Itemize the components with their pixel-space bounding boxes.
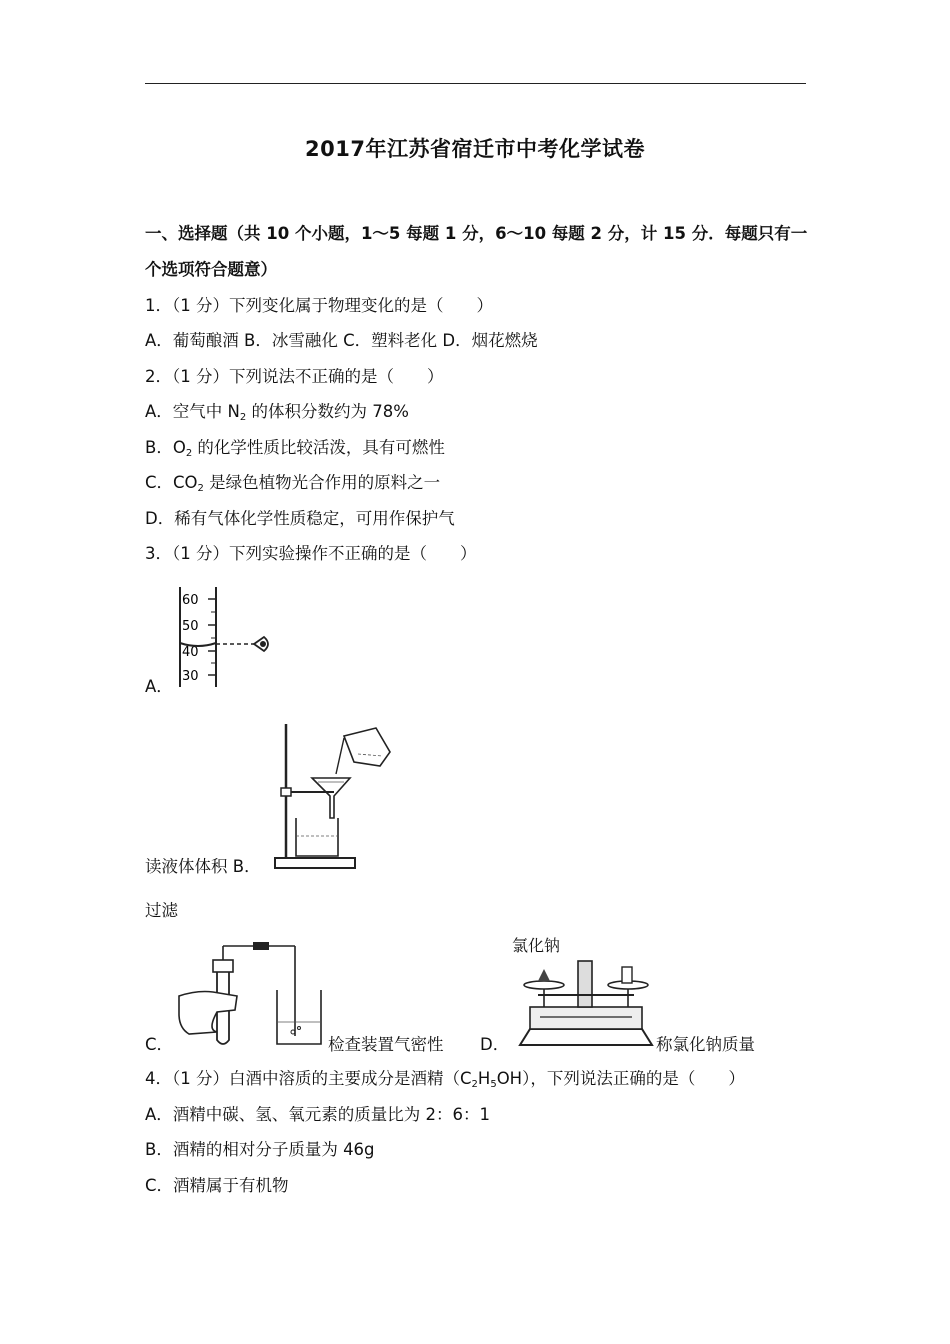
stopper: [213, 960, 233, 972]
cylinder-tick-label: 60: [182, 593, 199, 608]
page-title: 2017年江苏省宿迁市中考化学试卷: [305, 137, 645, 161]
balance-base: [520, 1029, 652, 1045]
balance-pillar: [578, 961, 592, 1007]
q4-option-a: A．酒精中碳、氢、氧元素的质量比为 2：6：1: [145, 1105, 491, 1124]
weight-icon: [622, 967, 632, 983]
stand-base: [275, 858, 355, 868]
q3-option-c-caption: 检查装置气密性: [328, 1035, 444, 1054]
header-rule: [145, 83, 806, 84]
salt-pile: [538, 969, 550, 981]
eye-icon: [254, 637, 268, 651]
cylinder-tick-label: 30: [182, 669, 199, 684]
q4-option-c: C．酒精属于有机物: [145, 1176, 289, 1195]
water-beaker: [277, 990, 321, 1044]
q1-stem: 1．（1 分）下列变化属于物理变化的是（ ）: [145, 296, 493, 315]
q3-option-c-label: C．: [145, 1035, 174, 1054]
q3-option-a-label: A．: [145, 677, 173, 696]
sodium-chloride-label: 氯化钠: [512, 936, 561, 955]
section-heading-line1: 一、选择题（共 10 个小题，1～5 每题 1 分，6～10 每题 2 分，计 15 分．每题只有一: [145, 224, 808, 243]
q2-option-c: C．$CO_2$ 是绿色植物光合作用的原料之一: [145, 473, 441, 494]
beaker: [296, 818, 338, 856]
q3-option-d-caption: 称氯化钠质量: [656, 1035, 755, 1054]
q2-stem: 2．（1 分）下列说法不正确的是（ ）: [145, 367, 444, 386]
balance-figure: [516, 955, 656, 1053]
section-heading-line2: 个选项符合题意）: [145, 260, 277, 279]
rubber-connector: [253, 942, 269, 950]
left-pan: [524, 981, 564, 989]
cylinder-tick-label: 40: [182, 645, 199, 660]
filtration-figure: [272, 722, 397, 872]
q2-option-d: D．稀有气体化学性质稳定，可用作保护气: [145, 509, 455, 528]
airtightness-figure: [177, 940, 325, 1050]
q3-stem: 3．（1 分）下列实验操作不正确的是（ ）: [145, 544, 477, 563]
cylinder-tick-label: 50: [182, 619, 199, 634]
pouring-beaker: [344, 728, 390, 766]
q2-option-a: A．空气中 $N_2$ 的体积分数约为 78%: [145, 402, 409, 423]
q4-option-b: B．酒精的相对分子质量为 46g: [145, 1140, 375, 1159]
graduated-cylinder-figure: [172, 585, 277, 690]
glass-rod: [336, 738, 344, 774]
funnel: [312, 778, 350, 818]
q4-stem: 4．（1 分）白酒中溶质的主要成分是酒精$(C_2H_5OH)$，下列说法正确的是（ ）: [145, 1069, 745, 1090]
q3-option-b-caption: 过滤: [145, 901, 178, 920]
q3-option-a-caption-b-label: 读液体体积 B．: [145, 857, 261, 876]
q2-option-b: B．$O_2$ 的化学性质比较活泼，具有可燃性: [145, 438, 445, 459]
q3-option-d-label: D．: [480, 1035, 510, 1054]
q1-options: A．葡萄酿酒 B．冰雪融化 C．塑料老化 D．烟花燃烧: [145, 331, 538, 350]
